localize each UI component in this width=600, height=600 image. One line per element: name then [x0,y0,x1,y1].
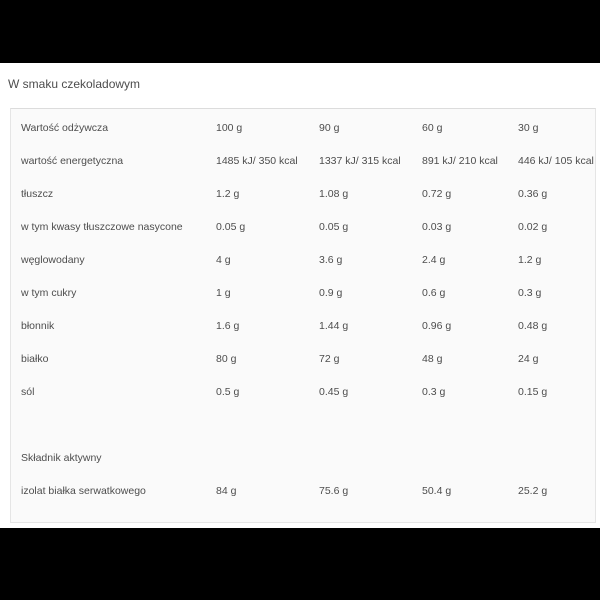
row-value: 0.3 g [422,385,446,398]
table-row [11,408,595,441]
table-row [11,276,595,309]
row-label: w tym kwasy tłuszczowe nasycone [21,220,183,233]
row-value: 0.96 g [422,319,452,332]
flavor-heading: W smaku czekoladowym [8,77,141,91]
row-value: 1.44 g [319,319,349,332]
table-row [11,474,595,507]
row-value: 0.36 g [518,187,548,200]
row-value: 75.6 g [319,484,349,497]
row-value: 3.6 g [319,253,343,266]
row-value: 0.72 g [422,187,452,200]
table-row [11,375,595,408]
row-value: 0.05 g [216,220,246,233]
row-label: Składnik aktywny [21,451,102,464]
table-row [11,342,595,375]
nutrition-table [10,108,596,523]
row-value: 1.2 g [518,253,542,266]
row-value: 1.08 g [319,187,349,200]
row-value: 1485 kJ/ 350 kcal [216,154,298,167]
row-value: 72 g [319,352,340,365]
row-value: 0.6 g [422,286,446,299]
row-value: 25.2 g [518,484,548,497]
row-label: wartość energetyczna [21,154,124,167]
row-value: 0.45 g [319,385,349,398]
header-portion: 30 g [518,121,539,134]
table-header-row [11,111,595,144]
header-label: Wartość odżywcza [21,121,109,134]
row-label: izolat białka serwatkowego [21,484,146,497]
table-row [11,144,595,177]
top-black-bar [0,0,600,63]
header-portion: 100 g [216,121,243,134]
row-label: białko [21,352,49,365]
row-value: 0.3 g [518,286,542,299]
row-value: 24 g [518,352,539,365]
row-value: 4 g [216,253,231,266]
row-value: 1 g [216,286,231,299]
table-row [11,243,595,276]
row-label: błonnik [21,319,55,332]
table-row [11,210,595,243]
row-value: 80 g [216,352,237,365]
table-row [11,441,595,474]
row-value: 2.4 g [422,253,446,266]
row-value: 0.9 g [319,286,343,299]
table-row [11,309,595,342]
row-value: 891 kJ/ 210 kcal [422,154,498,167]
row-value: 0.48 g [518,319,548,332]
table-row [11,177,595,210]
row-value: 0.15 g [518,385,548,398]
row-value: 0.5 g [216,385,240,398]
row-value: 84 g [216,484,237,497]
row-value: 50.4 g [422,484,452,497]
row-value: 0.03 g [422,220,452,233]
row-value: 0.05 g [319,220,349,233]
row-value: 1.2 g [216,187,240,200]
row-label: węglowodany [21,253,85,266]
row-value: 446 kJ/ 105 kcal [518,154,594,167]
bottom-black-bar [0,528,600,600]
row-value: 1337 kJ/ 315 kcal [319,154,401,167]
row-value: 1.6 g [216,319,240,332]
row-label: sól [21,385,35,398]
row-label: tłuszcz [21,187,54,200]
header-portion: 60 g [422,121,443,134]
row-value: 0.02 g [518,220,548,233]
row-label: w tym cukry [21,286,77,299]
header-portion: 90 g [319,121,340,134]
row-value: 48 g [422,352,443,365]
